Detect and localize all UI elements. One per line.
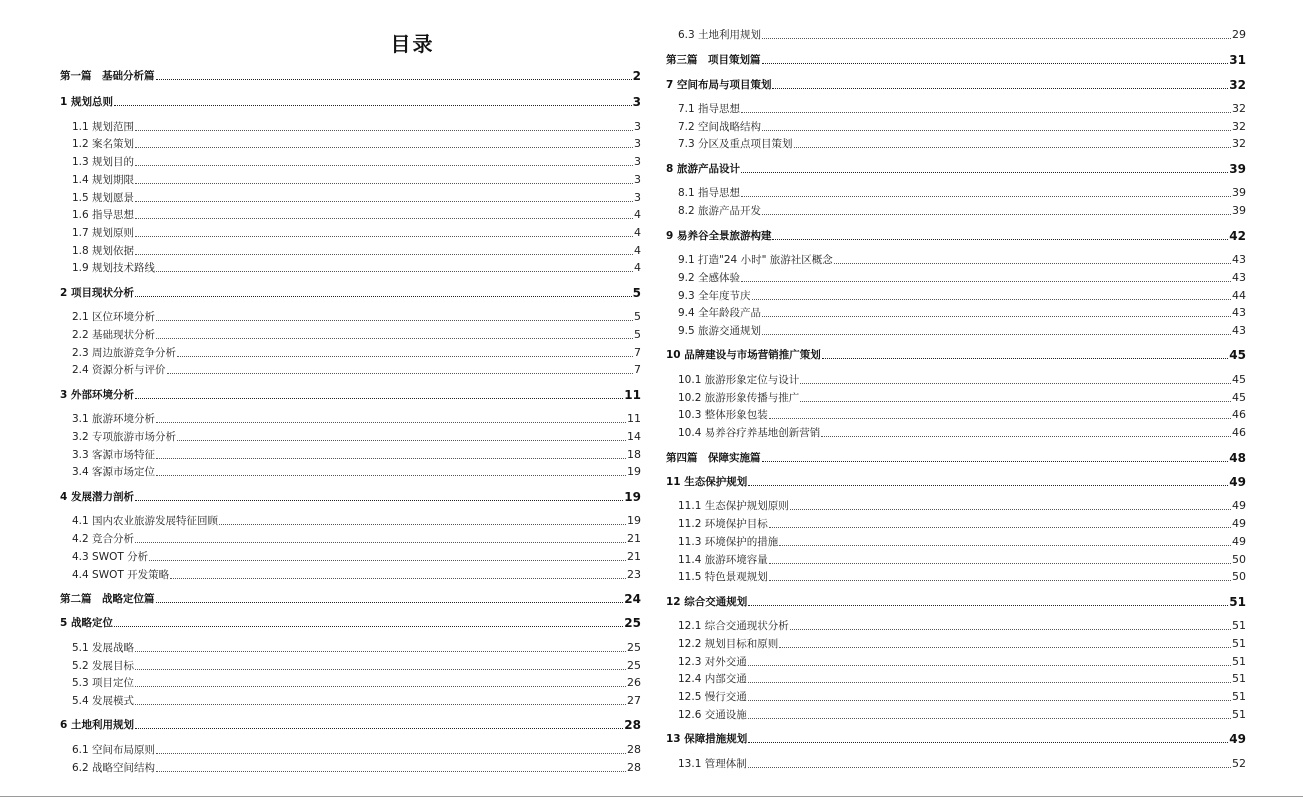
toc-entry[interactable]	[60, 656, 641, 673]
toc-entry-page: 42	[1229, 229, 1246, 243]
toc-entry-label: 13 保障措施规划	[666, 733, 748, 745]
toc-dot-leader	[135, 130, 633, 131]
toc-dot-leader	[772, 239, 1228, 240]
toc-entry-page: 29	[1232, 28, 1246, 41]
toc-entry[interactable]	[60, 613, 641, 630]
toc-entry-label: 9.2 全感体验	[678, 272, 741, 284]
toc-entry-page: 2	[632, 69, 641, 83]
toc-entry[interactable]	[60, 343, 641, 360]
toc-entry[interactable]	[60, 325, 641, 342]
toc-entry-label: 11.5 特色景观规划	[678, 571, 768, 583]
toc-dot-leader	[748, 767, 1231, 768]
toc-dot-leader	[156, 771, 626, 772]
toc-entry-page: 27	[627, 694, 641, 707]
toc-dot-leader	[762, 214, 1231, 215]
toc-entry-page: 18	[627, 448, 641, 461]
toc-dot-leader	[762, 38, 1231, 39]
toc-entry[interactable]	[60, 385, 641, 402]
toc-dot-leader	[167, 373, 633, 374]
toc-dot-leader	[741, 196, 1231, 197]
toc-entry[interactable]	[666, 687, 1246, 704]
toc-entry-page: 49	[1229, 732, 1246, 746]
toc-dot-leader	[834, 263, 1231, 264]
toc-dot-leader	[741, 112, 1231, 113]
toc-entry-label: 9.4 全年龄段产品	[678, 307, 762, 319]
toc-entry-label: 8.1 指导思想	[678, 187, 741, 199]
toc-entry-page: 26	[627, 676, 641, 689]
toc-entry[interactable]	[666, 532, 1246, 549]
toc-entry[interactable]	[666, 729, 1246, 746]
toc-entry-label: 6.3 土地利用规划	[678, 29, 762, 41]
toc-entry-page: 45	[1232, 391, 1246, 404]
toc-dot-leader	[135, 236, 633, 237]
toc-entry[interactable]	[666, 514, 1246, 531]
toc-entry-page: 51	[1232, 637, 1246, 650]
toc-entry-label: 8 旅游产品设计	[666, 163, 740, 175]
toc-entry-page: 7	[634, 346, 641, 359]
toc-entry-page: 32	[1229, 78, 1246, 92]
toc-entry-page: 49	[1229, 475, 1246, 489]
toc-entry[interactable]	[60, 283, 641, 300]
toc-entry[interactable]	[60, 427, 641, 444]
toc-entry-label: 6 土地利用规划	[60, 719, 134, 731]
toc-entry-label: 12.4 内部交通	[678, 673, 747, 685]
toc-entry-page: 51	[1232, 708, 1246, 721]
toc-entry-page: 43	[1232, 271, 1246, 284]
toc-entry-page: 25	[627, 641, 641, 654]
toc-entry-page: 4	[634, 226, 641, 239]
toc-entry-label: 8.2 旅游产品开发	[678, 205, 762, 217]
toc-entry-label: 1.5 规划愿景	[72, 192, 135, 204]
toc-entry-page: 19	[624, 490, 641, 504]
toc-entry-label: 12.6 交通设施	[678, 709, 747, 721]
toc-entry-label: 12.3 对外交通	[678, 656, 747, 668]
toc-entry-label: 12.1 综合交通现状分析	[678, 620, 789, 632]
toc-entry-page: 28	[627, 743, 641, 756]
toc-dot-leader	[762, 130, 1231, 131]
toc-entry-label: 11.3 环境保护的措施	[678, 536, 779, 548]
toc-entry[interactable]	[60, 715, 641, 732]
toc-entry[interactable]	[60, 307, 641, 324]
toc-entry-page: 14	[627, 430, 641, 443]
toc-dot-leader	[741, 281, 1231, 282]
toc-dot-leader	[156, 753, 626, 754]
toc-entry-label: 3.1 旅游环境分析	[72, 413, 156, 425]
toc-dot-leader	[135, 542, 626, 543]
toc-entry-label: 第二篇 战略定位篇	[60, 593, 155, 605]
toc-entry-page: 49	[1232, 499, 1246, 512]
toc-dot-leader	[135, 218, 633, 219]
toc-entry-page: 45	[1229, 348, 1246, 362]
toc-entry-label: 1.4 规划期限	[72, 174, 135, 186]
toc-entry-page: 7	[634, 363, 641, 376]
toc-dot-leader	[114, 105, 632, 106]
toc-dot-leader	[135, 296, 632, 297]
toc-entry-page: 49	[1232, 535, 1246, 548]
toc-entry-label: 4 发展潜力剖析	[60, 491, 134, 503]
toc-entry-page: 5	[634, 310, 641, 323]
toc-dot-leader	[779, 545, 1231, 546]
toc-entry[interactable]	[666, 423, 1246, 440]
toc-dot-leader	[135, 398, 623, 399]
toc-entry-page: 51	[1232, 690, 1246, 703]
toc-entry-label: 4.2 竞合分析	[72, 533, 135, 545]
toc-dot-leader	[762, 63, 1229, 64]
toc-entry-page: 46	[1232, 408, 1246, 421]
toc-entry[interactable]	[60, 258, 641, 275]
toc-entry[interactable]	[666, 472, 1246, 489]
toc-dot-leader	[769, 563, 1231, 564]
toc-entry[interactable]	[60, 92, 641, 109]
toc-dot-leader	[156, 79, 632, 80]
toc-entry[interactable]	[666, 388, 1246, 405]
toc-entry-label: 9.1 打造"24 小时" 旅游社区概念	[678, 254, 833, 266]
toc-entry[interactable]	[666, 616, 1246, 633]
toc-dot-leader	[135, 147, 633, 148]
toc-entry-page: 3	[634, 120, 641, 133]
toc-entry-label: 3 外部环境分析	[60, 389, 134, 401]
toc-dot-leader	[748, 665, 1231, 666]
toc-entry[interactable]	[666, 50, 1246, 67]
toc-entry-page: 5	[634, 328, 641, 341]
toc-entry-label: 10 品牌建设与市场营销推广策划	[666, 349, 821, 361]
toc-entry-label: 4.3 SWOT 分析	[72, 551, 149, 563]
toc-entry[interactable]	[666, 705, 1246, 722]
toc-entry[interactable]	[60, 462, 641, 479]
toc-entry[interactable]	[666, 134, 1246, 151]
toc-entry[interactable]	[60, 117, 641, 134]
toc-dot-leader	[762, 316, 1231, 317]
toc-entry-page: 3	[634, 155, 641, 168]
toc-dot-leader	[177, 440, 626, 441]
toc-entry[interactable]	[666, 652, 1246, 669]
toc-dot-leader	[748, 605, 1228, 606]
toc-entry-label: 2.1 区位环境分析	[72, 311, 156, 323]
toc-entry[interactable]	[60, 511, 641, 528]
toc-entry-label: 11.4 旅游环境容量	[678, 554, 768, 566]
toc-dot-leader	[156, 338, 633, 339]
toc-dot-leader	[156, 602, 624, 603]
toc-entry-page: 4	[634, 208, 641, 221]
toc-dot-leader	[790, 509, 1231, 510]
toc-dot-leader	[135, 704, 626, 705]
toc-entry-label: 第一篇 基础分析篇	[60, 70, 155, 82]
toc-entry-page: 44	[1232, 289, 1246, 302]
toc-entry-label: 11.2 环境保护目标	[678, 518, 768, 530]
toc-entry-page: 11	[627, 412, 641, 425]
toc-dot-leader	[135, 651, 626, 652]
toc-entry-label: 1.6 指导思想	[72, 209, 135, 221]
toc-dot-leader	[769, 418, 1231, 419]
toc-entry-label: 3.2 专项旅游市场分析	[72, 431, 177, 443]
toc-entry-page: 32	[1232, 120, 1246, 133]
toc-entry-label: 4.1 国内农业旅游发展特征回顾	[72, 515, 219, 527]
toc-dot-leader	[149, 560, 626, 561]
toc-dot-leader	[752, 299, 1231, 300]
toc-entry[interactable]	[60, 547, 641, 564]
toc-entry-page: 48	[1229, 451, 1246, 465]
toc-entry-label: 12.5 慢行交通	[678, 691, 747, 703]
toc-entry-label: 5.3 项目定位	[72, 677, 135, 689]
toc-entry[interactable]	[60, 409, 641, 426]
toc-entry-label: 5.4 发展模式	[72, 695, 135, 707]
toc-entry-page: 19	[627, 465, 641, 478]
toc-entry-label: 1.3 规划目的	[72, 156, 135, 168]
toc-entry[interactable]	[60, 638, 641, 655]
toc-entry-label: 11.1 生态保护规划原则	[678, 500, 789, 512]
toc-entry-label: 1.1 规划范围	[72, 121, 135, 133]
toc-entry[interactable]	[666, 448, 1246, 465]
toc-entry[interactable]	[666, 117, 1246, 134]
toc-entry-label: 1.2 案名策划	[72, 138, 135, 150]
toc-entry[interactable]	[666, 183, 1246, 200]
toc-dot-leader	[772, 88, 1228, 89]
toc-entry-label: 1.8 规划依据	[72, 245, 135, 257]
toc-entry-page: 4	[634, 261, 641, 274]
toc-entry-page: 21	[627, 532, 641, 545]
toc-entry[interactable]	[666, 592, 1246, 609]
toc-entry[interactable]	[60, 565, 641, 582]
toc-entry-page: 28	[624, 718, 641, 732]
toc-entry[interactable]	[60, 241, 641, 258]
toc-dot-leader	[779, 647, 1231, 648]
toc-entry-page: 24	[624, 592, 641, 606]
toc-entry-page: 46	[1232, 426, 1246, 439]
toc-dot-leader	[794, 147, 1231, 148]
toc-entry-label: 2.4 资源分析与评价	[72, 364, 166, 376]
toc-entry-label: 12.2 规划目标和原则	[678, 638, 779, 650]
toc-entry-label: 10.1 旅游形象定位与设计	[678, 374, 800, 386]
toc-entry-page: 4	[634, 244, 641, 257]
toc-entry-label: 9.3 全年度节庆	[678, 290, 751, 302]
toc-entry[interactable]	[666, 75, 1246, 92]
toc-dot-leader	[135, 165, 633, 166]
toc-entry[interactable]	[666, 268, 1246, 285]
page-bottom-divider	[0, 796, 1303, 797]
toc-entry-page: 25	[627, 659, 641, 672]
toc-entry-page: 23	[627, 568, 641, 581]
toc-entry[interactable]	[666, 345, 1246, 362]
toc-entry-label: 6.1 空间布局原则	[72, 744, 156, 756]
toc-dot-leader	[769, 580, 1231, 581]
toc-entry-page: 39	[1229, 162, 1246, 176]
toc-entry[interactable]	[666, 201, 1246, 218]
toc-dot-leader	[135, 201, 633, 202]
toc-entry[interactable]	[60, 445, 641, 462]
toc-dot-leader	[748, 718, 1231, 719]
toc-entry-page: 43	[1232, 253, 1246, 266]
toc-entry-page: 51	[1232, 655, 1246, 668]
toc-entry-label: 6.2 战略空间结构	[72, 762, 156, 774]
toc-entry[interactable]	[666, 25, 1246, 42]
toc-entry[interactable]	[666, 550, 1246, 567]
toc-entry[interactable]	[666, 250, 1246, 267]
toc-dot-leader	[762, 334, 1231, 335]
toc-entry-page: 28	[627, 761, 641, 774]
toc-entry[interactable]	[60, 360, 641, 377]
toc-entry-page: 32	[1232, 137, 1246, 150]
toc-entry-label: 1 规划总则	[60, 96, 113, 108]
toc-entry-page: 49	[1232, 517, 1246, 530]
toc-entry[interactable]	[60, 487, 641, 504]
toc-dot-leader	[821, 436, 1231, 437]
toc-entry-page: 21	[627, 550, 641, 563]
toc-entry-label: 4.4 SWOT 开发策略	[72, 569, 170, 581]
toc-entry[interactable]	[60, 66, 641, 83]
toc-entry-label: 第四篇 保障实施篇	[666, 452, 761, 464]
toc-dot-leader	[762, 461, 1229, 462]
toc-entry[interactable]	[60, 740, 641, 757]
toc-entry-page: 39	[1232, 204, 1246, 217]
toc-entry[interactable]	[666, 286, 1246, 303]
toc-dot-leader	[748, 682, 1231, 683]
toc-entry-page: 43	[1232, 324, 1246, 337]
toc-entry[interactable]	[666, 634, 1246, 651]
toc-entry-label: 7.3 分区及重点项目策划	[678, 138, 793, 150]
toc-dot-leader	[219, 524, 626, 525]
toc-dot-leader	[741, 172, 1228, 173]
toc-dot-leader	[156, 475, 626, 476]
toc-entry[interactable]	[60, 188, 641, 205]
toc-dot-leader	[748, 700, 1231, 701]
toc-entry[interactable]	[666, 99, 1246, 116]
toc-entry-label: 5 战略定位	[60, 617, 113, 629]
toc-dot-leader	[822, 358, 1229, 359]
toc-entry-label: 7.1 指导思想	[678, 103, 741, 115]
toc-entry-page: 51	[1232, 672, 1246, 685]
toc-entry-label: 3.3 客源市场特征	[72, 449, 156, 461]
toc-entry[interactable]	[666, 303, 1246, 320]
toc-entry[interactable]	[666, 159, 1246, 176]
toc-entry[interactable]	[666, 567, 1246, 584]
toc-entry-label: 9 易养谷全景旅游构建	[666, 230, 772, 242]
toc-entry-page: 51	[1232, 619, 1246, 632]
toc-entry-page: 45	[1232, 373, 1246, 386]
toc-entry[interactable]	[666, 496, 1246, 513]
toc-entry-label: 10.2 旅游形象传播与推广	[678, 392, 800, 404]
toc-entry-page: 52	[1232, 757, 1246, 770]
toc-entry[interactable]	[60, 205, 641, 222]
toc-entry-label: 2.3 周边旅游竞争分析	[72, 347, 177, 359]
toc-entry-label: 2 项目现状分析	[60, 287, 134, 299]
toc-entry[interactable]	[60, 223, 641, 240]
toc-dot-leader	[156, 320, 633, 321]
toc-entry-label: 1.7 规划原则	[72, 227, 135, 239]
toc-title: 目录	[390, 32, 435, 56]
toc-entry[interactable]	[666, 321, 1246, 338]
toc-entry-page: 3	[632, 95, 641, 109]
toc-entry-label: 第三篇 项目策划篇	[666, 54, 761, 66]
toc-dot-leader	[156, 271, 633, 272]
toc-entry-page: 25	[624, 616, 641, 630]
toc-dot-leader	[156, 422, 626, 423]
toc-entry[interactable]	[60, 170, 641, 187]
toc-dot-leader	[135, 500, 623, 501]
toc-dot-leader	[114, 626, 623, 627]
toc-dot-leader	[135, 728, 623, 729]
toc-entry-label: 3.4 客源市场定位	[72, 466, 156, 478]
toc-dot-leader	[748, 485, 1228, 486]
toc-dot-leader	[135, 686, 626, 687]
toc-entry-page: 31	[1229, 53, 1246, 67]
toc-dot-leader	[135, 669, 626, 670]
toc-entry-page: 3	[634, 173, 641, 186]
toc-entry[interactable]	[60, 758, 641, 775]
toc-dot-leader	[800, 401, 1231, 402]
toc-entry[interactable]	[666, 370, 1246, 387]
toc-dot-leader	[135, 254, 633, 255]
toc-entry-label: 12 综合交通规划	[666, 596, 748, 608]
toc-entry[interactable]	[60, 134, 641, 151]
toc-entry-label: 13.1 管理体制	[678, 758, 747, 770]
toc-entry-page: 43	[1232, 306, 1246, 319]
toc-entry[interactable]	[60, 152, 641, 169]
toc-entry[interactable]	[60, 673, 641, 690]
toc-dot-leader	[135, 183, 633, 184]
toc-entry-page: 5	[632, 286, 641, 300]
toc-entry-page: 3	[634, 137, 641, 150]
toc-entry-page: 32	[1232, 102, 1246, 115]
toc-entry-label: 10.3 整体形象包装	[678, 409, 768, 421]
toc-dot-leader	[177, 356, 633, 357]
toc-dot-leader	[800, 383, 1231, 384]
toc-entry-label: 11 生态保护规划	[666, 476, 748, 488]
toc-dot-leader	[748, 742, 1228, 743]
toc-entry-page: 50	[1232, 570, 1246, 583]
toc-dot-leader	[769, 527, 1231, 528]
toc-entry-label: 7.2 空间战略结构	[678, 121, 762, 133]
toc-entry-label: 5.2 发展目标	[72, 660, 135, 672]
toc-entry-label: 1.9 规划技术路线	[72, 262, 156, 274]
toc-entry[interactable]	[666, 754, 1246, 771]
toc-entry-page: 19	[627, 514, 641, 527]
toc-entry-page: 51	[1229, 595, 1246, 609]
toc-entry-page: 11	[624, 388, 641, 402]
toc-entry-label: 10.4 易养谷疗养基地创新营销	[678, 427, 821, 439]
toc-entry[interactable]	[60, 589, 641, 606]
toc-entry-page: 39	[1232, 186, 1246, 199]
toc-entry-label: 7 空间布局与项目策划	[666, 79, 772, 91]
toc-entry-label: 9.5 旅游交通规划	[678, 325, 762, 337]
toc-entry[interactable]	[666, 669, 1246, 686]
toc-entry[interactable]	[666, 405, 1246, 422]
toc-entry[interactable]	[666, 226, 1246, 243]
toc-entry[interactable]	[60, 691, 641, 708]
toc-dot-leader	[790, 629, 1231, 630]
toc-dot-leader	[156, 458, 626, 459]
toc-entry[interactable]	[60, 529, 641, 546]
toc-entry-page: 3	[634, 191, 641, 204]
toc-dot-leader	[170, 578, 626, 579]
toc-entry-label: 2.2 基础现状分析	[72, 329, 156, 341]
toc-entry-label: 5.1 发展战略	[72, 642, 135, 654]
toc-entry-page: 50	[1232, 553, 1246, 566]
